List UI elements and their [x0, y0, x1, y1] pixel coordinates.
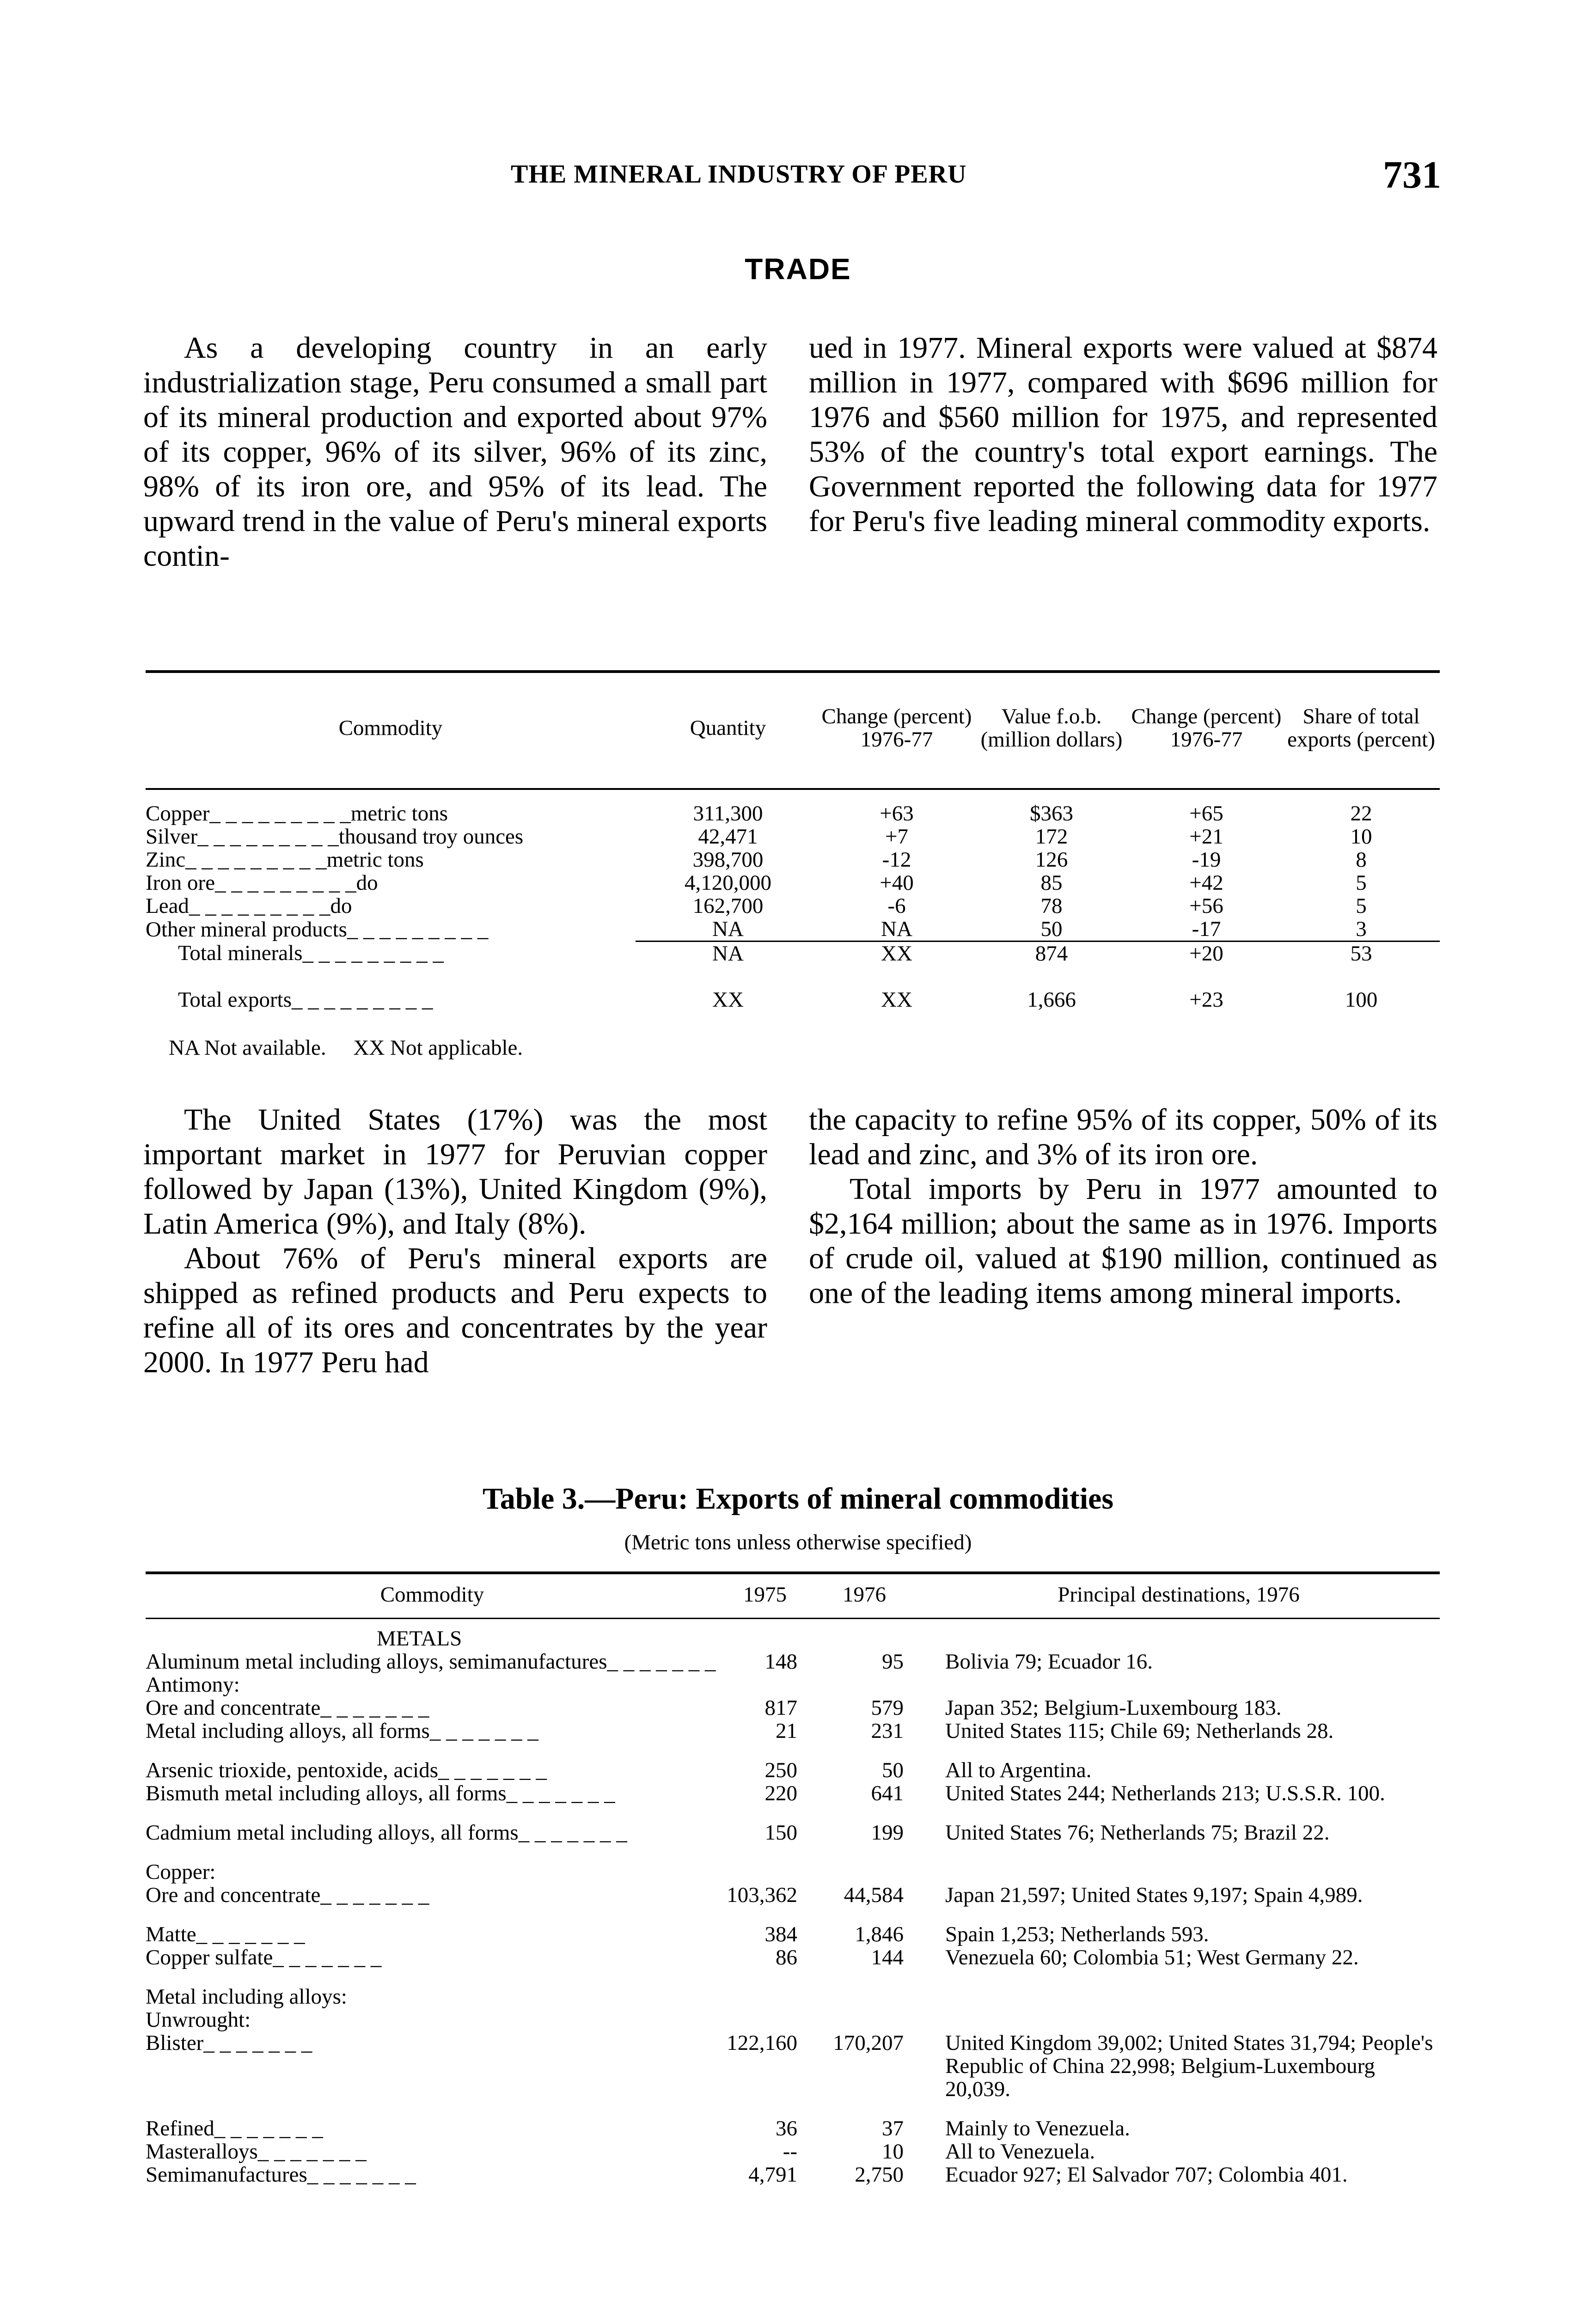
commodity-cell — [146, 1860, 719, 1883]
y1976-cell: 579 — [871, 1696, 904, 1720]
quantity-cell: 162,700 — [692, 894, 764, 918]
value-cell: 874 — [973, 942, 1130, 966]
change-val-cell: +21 — [1189, 825, 1223, 849]
dot-leader: _ _ _ _ _ _ _ _ _ — [292, 988, 433, 1012]
value-cell: 85 — [1040, 871, 1063, 895]
commodity-cell — [146, 825, 636, 848]
share-cell: 5 — [1356, 871, 1367, 895]
table3-row — [146, 2117, 1440, 2140]
trade-table-row — [146, 894, 1440, 917]
commodity-cell — [146, 942, 636, 966]
y1975-cell: -- — [783, 2140, 797, 2164]
commodity-label: Blister — [146, 2031, 204, 2055]
table3-row — [146, 2008, 1440, 2031]
table3-row — [146, 1650, 1440, 1673]
change-qty-cell: +63 — [880, 801, 914, 825]
commodity-cell — [146, 2163, 719, 2186]
t3-header-1975: 1975 — [743, 1583, 787, 1607]
y1976-cell — [811, 1985, 917, 2008]
y1975-cell: 220 — [764, 1781, 797, 1805]
commodity-label: Aluminum metal including alloys, semimanufactures — [146, 1650, 607, 1674]
intro-paragraph-right: ued in 1977. Mineral exports were valued at $874 million in 1977, compared with $696 million for 1976 and $560 million for 1975, and represented 53% of the country's total export earnings. The Government reported the following data for 1977 for Peru's five leading mineral commodity exports. — [809, 331, 1437, 538]
commodity-cell — [146, 1782, 719, 1805]
destinations-cell: Bolivia 79; Ecuador 16. — [945, 1650, 1153, 1674]
unit-label: thousand troy ounces — [338, 825, 524, 849]
share-cell: 53 — [1283, 942, 1440, 966]
body-right-column — [809, 1102, 1437, 1310]
dot-leader: _ _ _ _ _ _ _ — [429, 1719, 538, 1743]
y1976-cell: 199 — [871, 1821, 904, 1845]
dot-leader: _ _ _ _ _ _ _ — [273, 1945, 382, 1969]
trade-table-row — [146, 825, 1440, 848]
t3-header-1976: 1976 — [843, 1583, 886, 1607]
body-paragraph: the capacity to refine 95% of its copper, 50% of its lead and zinc, and 3% of its iron ore. — [809, 1103, 1437, 1171]
body-paragraph: About 76% of Peru's mineral exports are shipped as refined products and Peru expects to refine all of its ores and concentrates by the year 2000. In 1977 Peru had — [143, 1241, 767, 1379]
intro-left-column — [143, 330, 767, 573]
dot-leader: _ _ _ _ _ _ _ _ _ — [197, 825, 339, 849]
unit-label: metric tons — [350, 801, 448, 825]
destinations-cell — [917, 2008, 1440, 2031]
share-cell: 22 — [1350, 801, 1372, 825]
value-cell: 1,666 — [1027, 988, 1076, 1012]
table3-row — [146, 1782, 1440, 1805]
dot-leader: _ _ _ _ _ _ _ — [320, 1883, 429, 1907]
commodity-label: Cadmium metal including alloys, all forms — [146, 1821, 519, 1845]
dot-leader: _ _ _ _ _ _ _ — [203, 2031, 312, 2055]
unit-label: do — [356, 871, 378, 895]
header-value: Value f.o.b. (million dollars) — [980, 704, 1123, 752]
commodity-cell — [146, 1759, 719, 1782]
y1976-cell: 37 — [882, 2116, 904, 2140]
page-number: 731 — [1383, 153, 1441, 196]
share-cell: 3 — [1356, 917, 1367, 941]
y1975-cell: 122,160 — [727, 2031, 797, 2055]
table3-row — [146, 2140, 1440, 2163]
commodity-label: Refined — [146, 2116, 214, 2140]
trade-table-row — [146, 942, 1440, 966]
commodity-label: Metal including alloys, all forms — [146, 1719, 430, 1743]
commodity-cell — [146, 988, 636, 1011]
table3-row — [146, 1821, 1440, 1844]
destinations-cell: All to Venezuela. — [945, 2140, 1095, 2164]
section-heading-metals: METALS — [377, 1626, 462, 1651]
table3-row — [146, 1673, 1440, 1696]
t3-header-destinations: Principal destinations, 1976 — [1058, 1583, 1300, 1607]
share-cell: 5 — [1356, 894, 1367, 918]
dot-leader: _ _ _ _ _ _ _ — [438, 1758, 547, 1782]
y1975-cell: 4,791 — [748, 2163, 797, 2187]
commodity-cell — [146, 2140, 719, 2163]
y1975-cell — [719, 1985, 811, 2008]
destinations-cell: United States 115; Chile 69; Netherlands 28. — [945, 1719, 1334, 1743]
commodity-label: Silver — [146, 825, 198, 849]
dot-leader: _ _ _ _ _ _ _ — [196, 1922, 305, 1946]
table3-row — [146, 1883, 1440, 1907]
destinations-cell: Venezuela 60; Colombia 51; West Germany 22. — [945, 1945, 1359, 1969]
dot-leader: _ _ _ _ _ _ _ — [307, 2163, 416, 2187]
commodity-cell — [146, 871, 636, 894]
destinations-cell: Mainly to Venezuela. — [945, 2116, 1130, 2140]
y1976-cell: 44,584 — [844, 1883, 904, 1907]
table3-title: Table 3.—Peru: Exports of mineral commodities — [482, 1482, 1114, 1516]
destinations-cell: All to Argentina. — [945, 1758, 1092, 1782]
y1976-cell: 641 — [871, 1781, 904, 1805]
table3 — [146, 1571, 1440, 2186]
commodity-label: Semimanufactures — [146, 2163, 307, 2187]
table-top-rule — [146, 670, 1440, 673]
commodity-label: Lead — [146, 894, 189, 918]
value-cell: 126 — [1035, 848, 1068, 872]
table3-header-rule — [146, 1618, 1440, 1619]
table3-row — [146, 1719, 1440, 1742]
y1976-cell — [811, 1860, 917, 1883]
header-share: Share of total exports (percent) — [1287, 704, 1435, 752]
commodity-cell — [146, 1821, 719, 1844]
value-cell: $363 — [1030, 801, 1073, 825]
commodity-cell — [146, 1696, 719, 1719]
table3-row — [146, 1923, 1440, 1946]
dot-leader: _ _ _ _ _ _ _ — [214, 2116, 323, 2140]
change-val-cell: +42 — [1189, 871, 1223, 895]
quantity-cell: 398,700 — [692, 848, 764, 872]
commodity-label: Copper: — [146, 1860, 216, 1884]
commodity-label: Total exports — [178, 988, 292, 1012]
dot-leader: _ _ _ _ _ _ _ _ _ — [302, 941, 444, 966]
y1975-cell: 817 — [764, 1696, 797, 1720]
quantity-cell: 42,471 — [698, 825, 758, 849]
y1976-cell: 95 — [882, 1650, 904, 1674]
dot-leader: _ _ _ _ _ _ _ _ _ — [185, 848, 327, 872]
y1975-cell: 250 — [764, 1758, 797, 1782]
change-val-cell: -17 — [1192, 917, 1221, 941]
change-qty-cell: -12 — [882, 848, 911, 872]
trade-table-row — [146, 871, 1440, 894]
table3-row — [146, 2031, 1440, 2101]
body-left-column — [143, 1102, 767, 1380]
change-val-cell: +56 — [1189, 894, 1223, 918]
quantity-cell: 4,120,000 — [685, 871, 771, 895]
commodity-cell — [146, 917, 636, 942]
share-cell: 8 — [1356, 848, 1367, 872]
y1975-cell — [719, 1673, 811, 1696]
quantity-cell: NA — [636, 942, 820, 966]
commodity-label: Bismuth metal including alloys, all forms — [146, 1781, 507, 1805]
commodity-cell — [146, 1985, 719, 2008]
table3-row — [146, 1946, 1440, 1969]
commodity-label: Unwrought: — [146, 2008, 251, 2032]
quantity-cell: 311,300 — [693, 801, 763, 825]
commodity-label: Ore and concentrate — [146, 1883, 321, 1907]
table-notes: NA Not available. XX Not applicable. — [169, 1036, 523, 1060]
change-val-cell: +23 — [1189, 988, 1223, 1012]
y1976-cell: 231 — [871, 1719, 904, 1743]
commodity-label: Iron ore — [146, 871, 215, 895]
header-change-val: Change (percent) 1976-77 — [1131, 704, 1282, 752]
commodity-label: Copper — [146, 801, 210, 825]
table3-row — [146, 1759, 1440, 1782]
commodity-cell — [146, 894, 636, 917]
y1975-cell: 21 — [776, 1719, 797, 1743]
y1976-cell: 2,750 — [855, 2163, 904, 2187]
body-paragraph: Total imports by Peru in 1977 amounted to $2,164 million; about the same as in 1976. Imports of crude oil, valued at $190 million, continued as one of the leading items among mineral imports. — [809, 1172, 1437, 1310]
table3-top-rule — [146, 1571, 1440, 1574]
table3-subtitle: (Metric tons unless otherwise specified) — [624, 1530, 972, 1554]
value-cell: 172 — [1035, 825, 1068, 849]
share-cell: 100 — [1345, 988, 1378, 1012]
change-qty-cell: NA — [881, 917, 912, 941]
destinations-cell: Spain 1,253; Netherlands 593. — [945, 1922, 1209, 1946]
commodity-label: Copper sulfate — [146, 1945, 273, 1969]
y1975-cell — [719, 2008, 811, 2031]
dot-leader: _ _ _ _ _ _ _ — [320, 1696, 429, 1720]
destinations-cell: Japan 21,597; United States 9,197; Spain 4,989. — [945, 1883, 1363, 1907]
commodity-cell — [146, 2031, 719, 2101]
commodity-label: Other mineral products — [146, 917, 347, 942]
commodity-cell — [146, 848, 636, 871]
commodity-cell — [146, 1673, 719, 1696]
commodity-cell — [146, 1650, 719, 1673]
table3-row — [146, 1696, 1440, 1719]
trade-table-row — [146, 802, 1440, 825]
commodity-label: Zinc — [146, 848, 186, 872]
dot-leader: _ _ _ _ _ _ _ — [506, 1781, 615, 1805]
y1975-cell — [719, 1860, 811, 1883]
y1975-cell: 36 — [776, 2116, 797, 2140]
commodity-label: Matte — [146, 1922, 196, 1946]
change-qty-cell: -6 — [887, 894, 906, 918]
destinations-cell — [917, 1985, 1440, 2008]
y1976-cell — [811, 2008, 917, 2031]
y1976-cell: 50 — [882, 1758, 904, 1782]
destinations-cell: United Kingdom 39,002; United States 31,794; People's Republic of China 22,998; Belgium-Luxembourg 20,039. — [945, 2031, 1433, 2101]
destinations-cell — [917, 1860, 1440, 1883]
trade-table-row — [146, 848, 1440, 871]
dot-leader: _ _ _ _ _ _ _ _ _ — [215, 871, 356, 895]
commodity-label: Arsenic trioxide, pentoxide, acids — [146, 1758, 439, 1782]
value-cell: 50 — [1040, 917, 1063, 941]
dot-leader: _ _ _ _ _ _ _ _ _ — [347, 917, 489, 942]
change-val-cell: -19 — [1192, 848, 1221, 872]
intro-paragraph-left: As a developing country in an early industrialization stage, Peru consumed a small part of its mineral production and exported about 97% of its copper, 96% of its silver, 96% of its zinc, 98% of its iron ore, and 95% of its lead. The upward trend in the value of Peru's mineral exports contin- — [143, 331, 767, 573]
header-quantity: Quantity — [690, 716, 766, 740]
commodity-label: Masteralloys — [146, 2140, 258, 2164]
dot-leader: _ _ _ _ _ _ _ _ _ — [189, 894, 330, 918]
dot-leader: _ _ _ _ _ _ _ — [257, 2140, 367, 2164]
commodity-label: Antimony: — [146, 1673, 240, 1697]
commodity-cell — [146, 1719, 719, 1742]
commodity-cell — [146, 2008, 719, 2031]
commodity-cell — [146, 1946, 719, 1969]
commodity-cell — [146, 1883, 719, 1907]
y1975-cell: 103,362 — [727, 1883, 797, 1907]
change-qty-cell: XX — [881, 988, 912, 1012]
destinations-cell: Japan 352; Belgium-Luxembourg 183. — [945, 1696, 1282, 1720]
table3-row — [146, 1860, 1440, 1883]
trade-table-row — [146, 917, 1440, 942]
y1975-cell: 148 — [764, 1650, 797, 1674]
intro-right-column — [809, 330, 1437, 538]
dot-leader: _ _ _ _ _ _ _ — [607, 1650, 716, 1674]
unit-label: do — [330, 894, 352, 918]
quantity-cell: XX — [712, 988, 744, 1012]
change-qty-cell: XX — [820, 942, 973, 966]
running-head: THE MINERAL INDUSTRY OF PERU — [511, 160, 967, 189]
share-cell: 10 — [1350, 825, 1372, 849]
destinations-cell: United States 76; Netherlands 75; Brazil 22. — [945, 1821, 1330, 1845]
y1976-cell: 170,207 — [833, 2031, 904, 2055]
y1976-cell: 10 — [882, 2140, 904, 2164]
table3-row — [146, 1985, 1440, 2008]
change-qty-cell: +7 — [885, 825, 908, 849]
change-qty-cell: +40 — [880, 871, 914, 895]
dot-leader: _ _ _ _ _ _ _ — [518, 1821, 627, 1845]
commodity-label: Metal including alloys: — [146, 1985, 347, 2009]
destinations-cell — [917, 1673, 1440, 1696]
table3-row — [146, 2163, 1440, 2186]
t3-header-commodity: Commodity — [380, 1583, 484, 1607]
trade-summary-table — [146, 670, 1440, 1011]
commodity-label: Ore and concentrate — [146, 1696, 321, 1720]
y1976-cell: 1,846 — [855, 1922, 904, 1946]
destinations-cell: Ecuador 927; El Salvador 707; Colombia 401. — [945, 2163, 1348, 2187]
commodity-cell — [146, 1923, 719, 1946]
quantity-cell: NA — [712, 917, 744, 941]
y1975-cell: 150 — [764, 1821, 797, 1845]
value-cell: 78 — [1040, 894, 1063, 918]
body-paragraph: The United States (17%) was the most important market in 1977 for Peruvian copper followed by Japan (13%), United Kingdom (9%), Latin America (9%), and Italy (8%). — [143, 1103, 767, 1241]
commodity-cell — [146, 2117, 719, 2140]
y1976-cell — [811, 1673, 917, 1696]
dot-leader: _ _ _ _ _ _ _ _ _ — [209, 801, 351, 825]
destinations-cell: United States 244; Netherlands 213; U.S.S.R. 100. — [945, 1781, 1385, 1805]
y1975-cell: 86 — [776, 1945, 797, 1969]
section-title: TRADE — [745, 252, 851, 286]
change-val-cell: +65 — [1189, 801, 1223, 825]
y1975-cell: 384 — [764, 1922, 797, 1946]
header-commodity: Commodity — [338, 716, 443, 740]
header-change-qty: Change (percent) 1976-77 — [821, 704, 972, 752]
commodity-cell — [146, 802, 636, 825]
trade-table-row — [146, 988, 1440, 1011]
commodity-label: Total minerals — [178, 941, 303, 966]
header-rule — [146, 788, 1440, 790]
change-val-cell: +20 — [1130, 942, 1283, 966]
unit-label: metric tons — [326, 848, 424, 872]
y1976-cell: 144 — [871, 1945, 904, 1969]
